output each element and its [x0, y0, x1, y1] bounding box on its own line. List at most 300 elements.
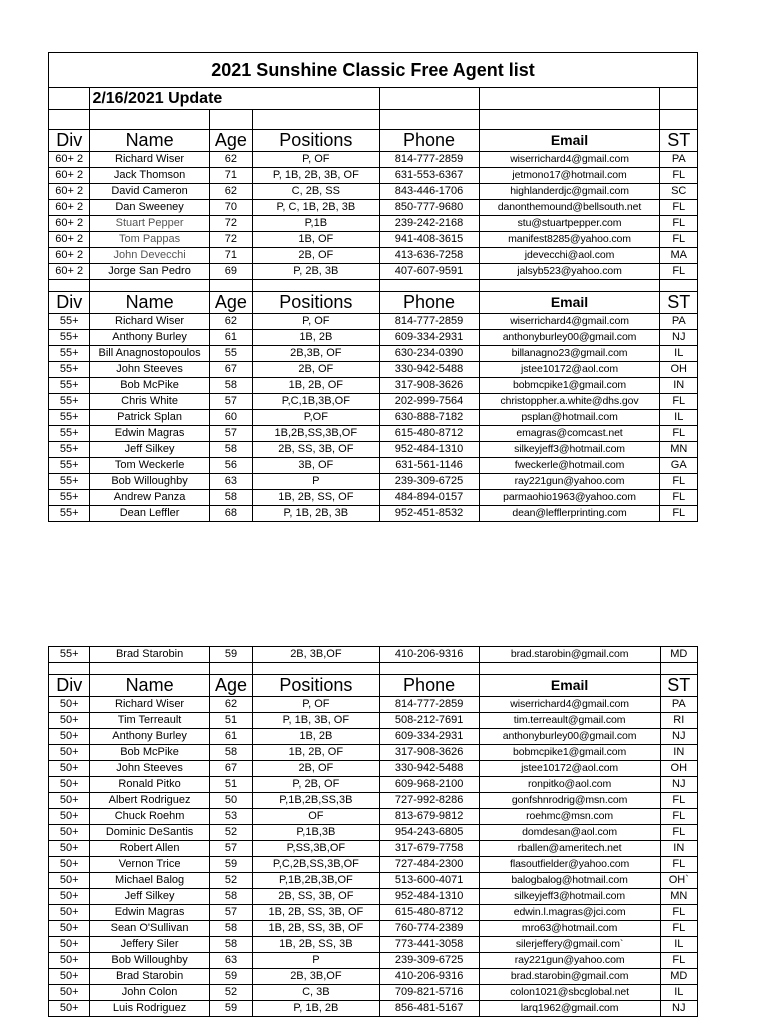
cell-name: Stuart Pepper	[90, 216, 209, 232]
cell-positions: P, OF	[253, 314, 379, 330]
cell-name: Vernon Trice	[90, 857, 209, 873]
cell-phone: 631-553-6367	[379, 168, 479, 184]
cell-positions: P	[253, 474, 379, 490]
cell-email: rballen@ameritech.net	[479, 841, 660, 857]
cell-div: 60+ 2	[49, 248, 90, 264]
cell-positions: P, 1B, 2B	[253, 1001, 379, 1017]
cell-st: FL	[660, 474, 698, 490]
cell-positions: P, C, 1B, 2B, 3B	[253, 200, 379, 216]
header-name: Name	[90, 675, 209, 697]
cell-positions: P, 1B, 3B, OF	[253, 713, 379, 729]
cell-name: Ronald Pitko	[90, 777, 209, 793]
cell-div: 55+	[49, 314, 90, 330]
cell-positions: P,1B,2B,SS,3B	[253, 793, 379, 809]
cell-email: dean@lefflerprinting.com	[479, 506, 660, 522]
cell-div: 55+	[49, 362, 90, 378]
cell-phone: 843-446-1706	[379, 184, 479, 200]
table-row	[49, 729, 698, 745]
header-st: ST	[660, 675, 697, 697]
table-row	[49, 168, 698, 184]
cell-phone: 239-242-2168	[379, 216, 479, 232]
cell-age: 61	[209, 729, 252, 745]
table-row	[49, 761, 698, 777]
cell-st: MN	[660, 442, 698, 458]
cell-positions: P,OF	[253, 410, 379, 426]
cell-st: MD	[660, 647, 697, 663]
cell-email: wiserrichard4@gmail.com	[479, 152, 660, 168]
cell-age: 55	[209, 346, 252, 362]
cell-phone: 330-942-5488	[379, 761, 479, 777]
cell-name: Edwin Magras	[90, 905, 209, 921]
cell-age: 63	[209, 953, 252, 969]
header-st: ST	[660, 292, 698, 314]
header-email: Email	[479, 130, 660, 152]
cell-div: 50+	[49, 825, 90, 841]
header-name: Name	[90, 130, 209, 152]
cell-div: 60+ 2	[49, 168, 90, 184]
cell-age: 58	[209, 889, 252, 905]
cell-st: OH	[660, 761, 697, 777]
cell-phone: 609-334-2931	[379, 330, 479, 346]
cell-positions: 1B, 2B, SS, 3B	[253, 937, 379, 953]
header-st: ST	[660, 130, 698, 152]
cell-positions: P,SS,3B,OF	[253, 841, 379, 857]
cell-phone: 330-942-5488	[379, 362, 479, 378]
cell-name: Patrick Splan	[90, 410, 209, 426]
cell-phone: 952-484-1310	[379, 889, 479, 905]
cell-email: anthonyburley00@gmail.com	[479, 330, 660, 346]
cell-positions: 2B, OF	[253, 761, 379, 777]
header-div: Div	[49, 292, 90, 314]
cell-name: Jeffery Siler	[90, 937, 209, 953]
cell-st: MD	[660, 969, 697, 985]
cell-positions: 2B,3B, OF	[253, 346, 379, 362]
cell-positions: 2B, SS, 3B, OF	[253, 442, 379, 458]
cell-st: MN	[660, 889, 697, 905]
header-age: Age	[209, 130, 252, 152]
table-row	[49, 458, 698, 474]
table-row	[49, 152, 698, 168]
cell-name: Sean O'Sullivan	[90, 921, 209, 937]
cell-positions: P, OF	[253, 697, 379, 713]
cell-name: Tom Weckerle	[90, 458, 209, 474]
header-positions: Positions	[253, 292, 379, 314]
cell-name: Bob Willoughby	[90, 953, 209, 969]
cell-div: 50+	[49, 873, 90, 889]
cell-name: Bob McPike	[90, 745, 209, 761]
cell-email: colon1021@sbcglobal.net	[479, 985, 660, 1001]
cell-phone: 410-206-9316	[379, 969, 479, 985]
cell-email: jetmono17@hotmail.com	[479, 168, 660, 184]
free-agent-table-page-1	[48, 52, 698, 522]
cell-st: PA	[660, 697, 697, 713]
cell-name: David Cameron	[90, 184, 209, 200]
cell-positions: P, 1B, 2B, 3B, OF	[253, 168, 379, 184]
table-row	[49, 216, 698, 232]
cell-phone: 407-607-9591	[379, 264, 479, 280]
cell-email: jdevecchi@aol.com	[479, 248, 660, 264]
cell-div: 50+	[49, 857, 90, 873]
table-row	[49, 506, 698, 522]
table-row	[49, 841, 698, 857]
table-row	[49, 264, 698, 280]
cell-st: GA	[660, 458, 698, 474]
cell-st: FL	[660, 490, 698, 506]
cell-phone: 609-334-2931	[379, 729, 479, 745]
cell-email: silkeyjeff3@hotmail.com	[479, 442, 660, 458]
cell-name: John Steeves	[90, 761, 209, 777]
cell-positions: P, 1B, 2B, 3B	[253, 506, 379, 522]
table-row	[49, 745, 698, 761]
cell-age: 51	[209, 713, 252, 729]
cell-name: Dean Leffler	[90, 506, 209, 522]
cell-email: silkeyjeff3@hotmail.com	[479, 889, 660, 905]
cell-age: 59	[209, 1001, 252, 1017]
cell-name: Luis Rodriguez	[90, 1001, 209, 1017]
cell-div: 60+ 2	[49, 232, 90, 248]
cell-st: IL	[660, 346, 698, 362]
table-row	[49, 793, 698, 809]
cell-st: OH`	[660, 873, 697, 889]
cell-age: 56	[209, 458, 252, 474]
cell-email: ray221gun@yahoo.com	[479, 953, 660, 969]
cell-positions: 2B, OF	[253, 362, 379, 378]
cell-div: 55+	[49, 474, 90, 490]
cell-name: Bill Anagnostopoulos	[90, 346, 209, 362]
cell-st: NJ	[660, 777, 697, 793]
cell-positions: P,C,1B,3B,OF	[253, 394, 379, 410]
cell-name: Tom Pappas	[90, 232, 209, 248]
cell-name: Brad Starobin	[90, 647, 209, 663]
cell-email: brad.starobin@gmail.com	[479, 647, 660, 663]
cell-phone: 317-908-3626	[379, 378, 479, 394]
table-row	[49, 857, 698, 873]
cell-st: RI	[660, 713, 697, 729]
cell-phone: 814-777-2859	[379, 697, 479, 713]
cell-age: 72	[209, 216, 252, 232]
cell-email: billanagno23@gmail.com	[479, 346, 660, 362]
cell-age: 57	[209, 905, 252, 921]
cell-positions: 3B, OF	[253, 458, 379, 474]
cell-name: Bob Willoughby	[90, 474, 209, 490]
cell-email: bobmcpike1@gmail.com	[479, 378, 660, 394]
cell-email: gonfshnrodrig@msn.com	[479, 793, 660, 809]
cell-div: 50+	[49, 1001, 90, 1017]
table-row	[49, 490, 698, 506]
header-email: Email	[479, 675, 660, 697]
cell-phone: 941-408-3615	[379, 232, 479, 248]
header-positions: Positions	[253, 130, 379, 152]
cell-name: Richard Wiser	[90, 697, 209, 713]
cell-name: Chris White	[90, 394, 209, 410]
table-row	[49, 953, 698, 969]
cell-age: 61	[209, 330, 252, 346]
cell-st: SC	[660, 184, 698, 200]
cell-div: 55+	[49, 647, 90, 663]
cell-email: roehmc@msn.com	[479, 809, 660, 825]
cell-div: 50+	[49, 905, 90, 921]
header-phone: Phone	[379, 675, 479, 697]
cell-age: 57	[209, 426, 252, 442]
cell-st: FL	[660, 216, 698, 232]
cell-positions: 1B, 2B, OF	[253, 745, 379, 761]
cell-phone: 773-441-3058	[379, 937, 479, 953]
cell-div: 50+	[49, 809, 90, 825]
table-row	[49, 969, 698, 985]
cell-name: Jeff Silkey	[90, 442, 209, 458]
cell-div: 55+	[49, 330, 90, 346]
cell-st: FL	[660, 905, 697, 921]
table-row	[49, 647, 698, 663]
table-row	[49, 184, 698, 200]
cell-div: 60+ 2	[49, 264, 90, 280]
cell-st: FL	[660, 264, 698, 280]
cell-phone: 954-243-6805	[379, 825, 479, 841]
cell-st: FL	[660, 809, 697, 825]
cell-phone: 631-561-1146	[379, 458, 479, 474]
cell-div: 50+	[49, 697, 90, 713]
cell-st: FL	[660, 232, 698, 248]
cell-div: 50+	[49, 729, 90, 745]
cell-email: manifest8285@yahoo.com	[479, 232, 660, 248]
cell-positions: 1B,2B,SS,3B,OF	[253, 426, 379, 442]
cell-name: Brad Starobin	[90, 969, 209, 985]
cell-phone: 814-777-2859	[379, 314, 479, 330]
cell-positions: P,C,2B,SS,3B,OF	[253, 857, 379, 873]
cell-age: 70	[209, 200, 252, 216]
cell-div: 55+	[49, 490, 90, 506]
cell-div: 50+	[49, 745, 90, 761]
cell-email: edwin.l.magras@jci.com	[479, 905, 660, 921]
table-row	[49, 905, 698, 921]
header-name: Name	[90, 292, 209, 314]
table-row	[49, 346, 698, 362]
header-age: Age	[209, 292, 252, 314]
cell-div: 60+ 2	[49, 216, 90, 232]
cell-div: 60+ 2	[49, 200, 90, 216]
header-email: Email	[479, 292, 660, 314]
spacer-row	[49, 280, 698, 292]
cell-email: bobmcpike1@gmail.com	[479, 745, 660, 761]
header-div: Div	[49, 130, 90, 152]
cell-email: jstee10172@aol.com	[479, 761, 660, 777]
cell-positions: P, OF	[253, 152, 379, 168]
cell-phone: 760-774-2389	[379, 921, 479, 937]
header-div: Div	[49, 675, 90, 697]
cell-st: FL	[660, 825, 697, 841]
cell-age: 57	[209, 394, 252, 410]
cell-div: 55+	[49, 442, 90, 458]
cell-email: psplan@hotmail.com	[479, 410, 660, 426]
cell-div: 55+	[49, 506, 90, 522]
cell-email: brad.starobin@gmail.com	[479, 969, 660, 985]
cell-name: Dominic DeSantis	[90, 825, 209, 841]
cell-phone: 814-777-2859	[379, 152, 479, 168]
cell-name: Richard Wiser	[90, 314, 209, 330]
cell-age: 52	[209, 985, 252, 1001]
cell-phone: 239-309-6725	[379, 474, 479, 490]
table-row	[49, 873, 698, 889]
cell-st: IN	[660, 745, 697, 761]
cell-st: FL	[660, 200, 698, 216]
cell-name: Jeff Silkey	[90, 889, 209, 905]
cell-div: 55+	[49, 346, 90, 362]
cell-name: Robert Allen	[90, 841, 209, 857]
cell-positions: P,1B	[253, 216, 379, 232]
cell-positions: 1B, 2B	[253, 330, 379, 346]
cell-age: 62	[209, 152, 252, 168]
cell-st: FL	[660, 793, 697, 809]
table-row	[49, 937, 698, 953]
cell-div: 50+	[49, 953, 90, 969]
cell-st: IL	[660, 985, 697, 1001]
cell-age: 58	[209, 490, 252, 506]
table-row	[49, 442, 698, 458]
column-header-row	[49, 675, 698, 697]
cell-age: 57	[209, 841, 252, 857]
update-label: 2/16/2021 Update	[90, 88, 379, 110]
cell-phone: 410-206-9316	[379, 647, 479, 663]
cell-email: wiserrichard4@gmail.com	[479, 697, 660, 713]
cell-name: Bob McPike	[90, 378, 209, 394]
cell-age: 58	[209, 442, 252, 458]
table-row	[49, 713, 698, 729]
cell-email: ray221gun@yahoo.com	[479, 474, 660, 490]
cell-positions: 1B, 2B, OF	[253, 378, 379, 394]
cell-positions: 1B, 2B, SS, OF	[253, 490, 379, 506]
cell-positions: 2B, 3B,OF	[253, 647, 379, 663]
cell-email: larq1962@gmail.com	[479, 1001, 660, 1017]
cell-email: stu@stuartpepper.com	[479, 216, 660, 232]
cell-name: Andrew Panza	[90, 490, 209, 506]
cell-positions: 1B, OF	[253, 232, 379, 248]
cell-st: NJ	[660, 729, 697, 745]
cell-age: 69	[209, 264, 252, 280]
header-phone: Phone	[379, 292, 479, 314]
header-phone: Phone	[379, 130, 479, 152]
cell-phone: 609-968-2100	[379, 777, 479, 793]
cell-email: anthonyburley00@gmail.com	[479, 729, 660, 745]
cell-st: NJ	[660, 1001, 697, 1017]
cell-name: Dan Sweeney	[90, 200, 209, 216]
cell-positions: P,1B,3B	[253, 825, 379, 841]
cell-st: FL	[660, 921, 697, 937]
cell-div: 50+	[49, 793, 90, 809]
cell-div: 50+	[49, 969, 90, 985]
cell-email: tim.terreault@gmail.com	[479, 713, 660, 729]
header-positions: Positions	[253, 675, 379, 697]
cell-email: parmaohio1963@yahoo.com	[479, 490, 660, 506]
cell-email: domdesan@aol.com	[479, 825, 660, 841]
cell-age: 59	[209, 969, 252, 985]
cell-div: 50+	[49, 713, 90, 729]
cell-name: Jack Thomson	[90, 168, 209, 184]
cell-st: IL	[660, 410, 698, 426]
cell-st: FL	[660, 857, 697, 873]
cell-name: Albert Rodriguez	[90, 793, 209, 809]
cell-phone: 513-600-4071	[379, 873, 479, 889]
cell-st: FL	[660, 506, 698, 522]
column-header-row	[49, 292, 698, 314]
cell-div: 50+	[49, 841, 90, 857]
cell-div: 60+ 2	[49, 184, 90, 200]
cell-age: 67	[209, 761, 252, 777]
cell-name: Richard Wiser	[90, 152, 209, 168]
cell-age: 62	[209, 697, 252, 713]
cell-name: John Colon	[90, 985, 209, 1001]
cell-age: 58	[209, 378, 252, 394]
cell-phone: 615-480-8712	[379, 905, 479, 921]
cell-positions: P, 2B, 3B	[253, 264, 379, 280]
cell-positions: 1B, 2B, SS, 3B, OF	[253, 921, 379, 937]
cell-age: 50	[209, 793, 252, 809]
cell-email: jalsyb523@yahoo.com	[479, 264, 660, 280]
cell-div: 50+	[49, 761, 90, 777]
page-title: 2021 Sunshine Classic Free Agent list	[49, 53, 698, 88]
table-row	[49, 777, 698, 793]
cell-name: John Steeves	[90, 362, 209, 378]
cell-div: 50+	[49, 921, 90, 937]
cell-st: IN	[660, 841, 697, 857]
cell-phone: 850-777-9680	[379, 200, 479, 216]
cell-name: Michael Balog	[90, 873, 209, 889]
table-row	[49, 889, 698, 905]
cell-div: 50+	[49, 937, 90, 953]
cell-st: OH	[660, 362, 698, 378]
cell-positions: P, 2B, OF	[253, 777, 379, 793]
cell-age: 60	[209, 410, 252, 426]
cell-age: 58	[209, 937, 252, 953]
cell-phone: 727-992-8286	[379, 793, 479, 809]
cell-age: 58	[209, 745, 252, 761]
free-agent-table-page-2	[48, 646, 698, 1017]
cell-name: Anthony Burley	[90, 729, 209, 745]
cell-age: 67	[209, 362, 252, 378]
cell-phone: 239-309-6725	[379, 953, 479, 969]
cell-st: FL	[660, 426, 698, 442]
cell-phone: 615-480-8712	[379, 426, 479, 442]
cell-phone: 952-484-1310	[379, 442, 479, 458]
cell-div: 55+	[49, 410, 90, 426]
cell-email: jstee10172@aol.com	[479, 362, 660, 378]
header-age: Age	[209, 675, 252, 697]
table-row	[49, 200, 698, 216]
cell-phone: 709-821-5716	[379, 985, 479, 1001]
cell-div: 55+	[49, 458, 90, 474]
cell-phone: 727-484-2300	[379, 857, 479, 873]
cell-st: FL	[660, 953, 697, 969]
cell-positions: 1B, 2B, SS, 3B, OF	[253, 905, 379, 921]
cell-age: 71	[209, 248, 252, 264]
cell-div: 55+	[49, 426, 90, 442]
table-row	[49, 314, 698, 330]
cell-st: IN	[660, 378, 698, 394]
cell-div: 50+	[49, 985, 90, 1001]
cell-name: Jorge San Pedro	[90, 264, 209, 280]
cell-phone: 202-999-7564	[379, 394, 479, 410]
cell-email: christoppher.a.white@dhs.gov	[479, 394, 660, 410]
cell-phone: 413-636-7258	[379, 248, 479, 264]
cell-email: flasoutfielder@yahoo.com	[479, 857, 660, 873]
table-row	[49, 426, 698, 442]
cell-email: wiserrichard4@gmail.com	[479, 314, 660, 330]
cell-positions: 2B, SS, 3B, OF	[253, 889, 379, 905]
cell-st: IL	[660, 937, 697, 953]
cell-email: danonthemound@bellsouth.net	[479, 200, 660, 216]
cell-email: balogbalog@hotmail.com	[479, 873, 660, 889]
cell-st: NJ	[660, 330, 698, 346]
cell-age: 62	[209, 184, 252, 200]
